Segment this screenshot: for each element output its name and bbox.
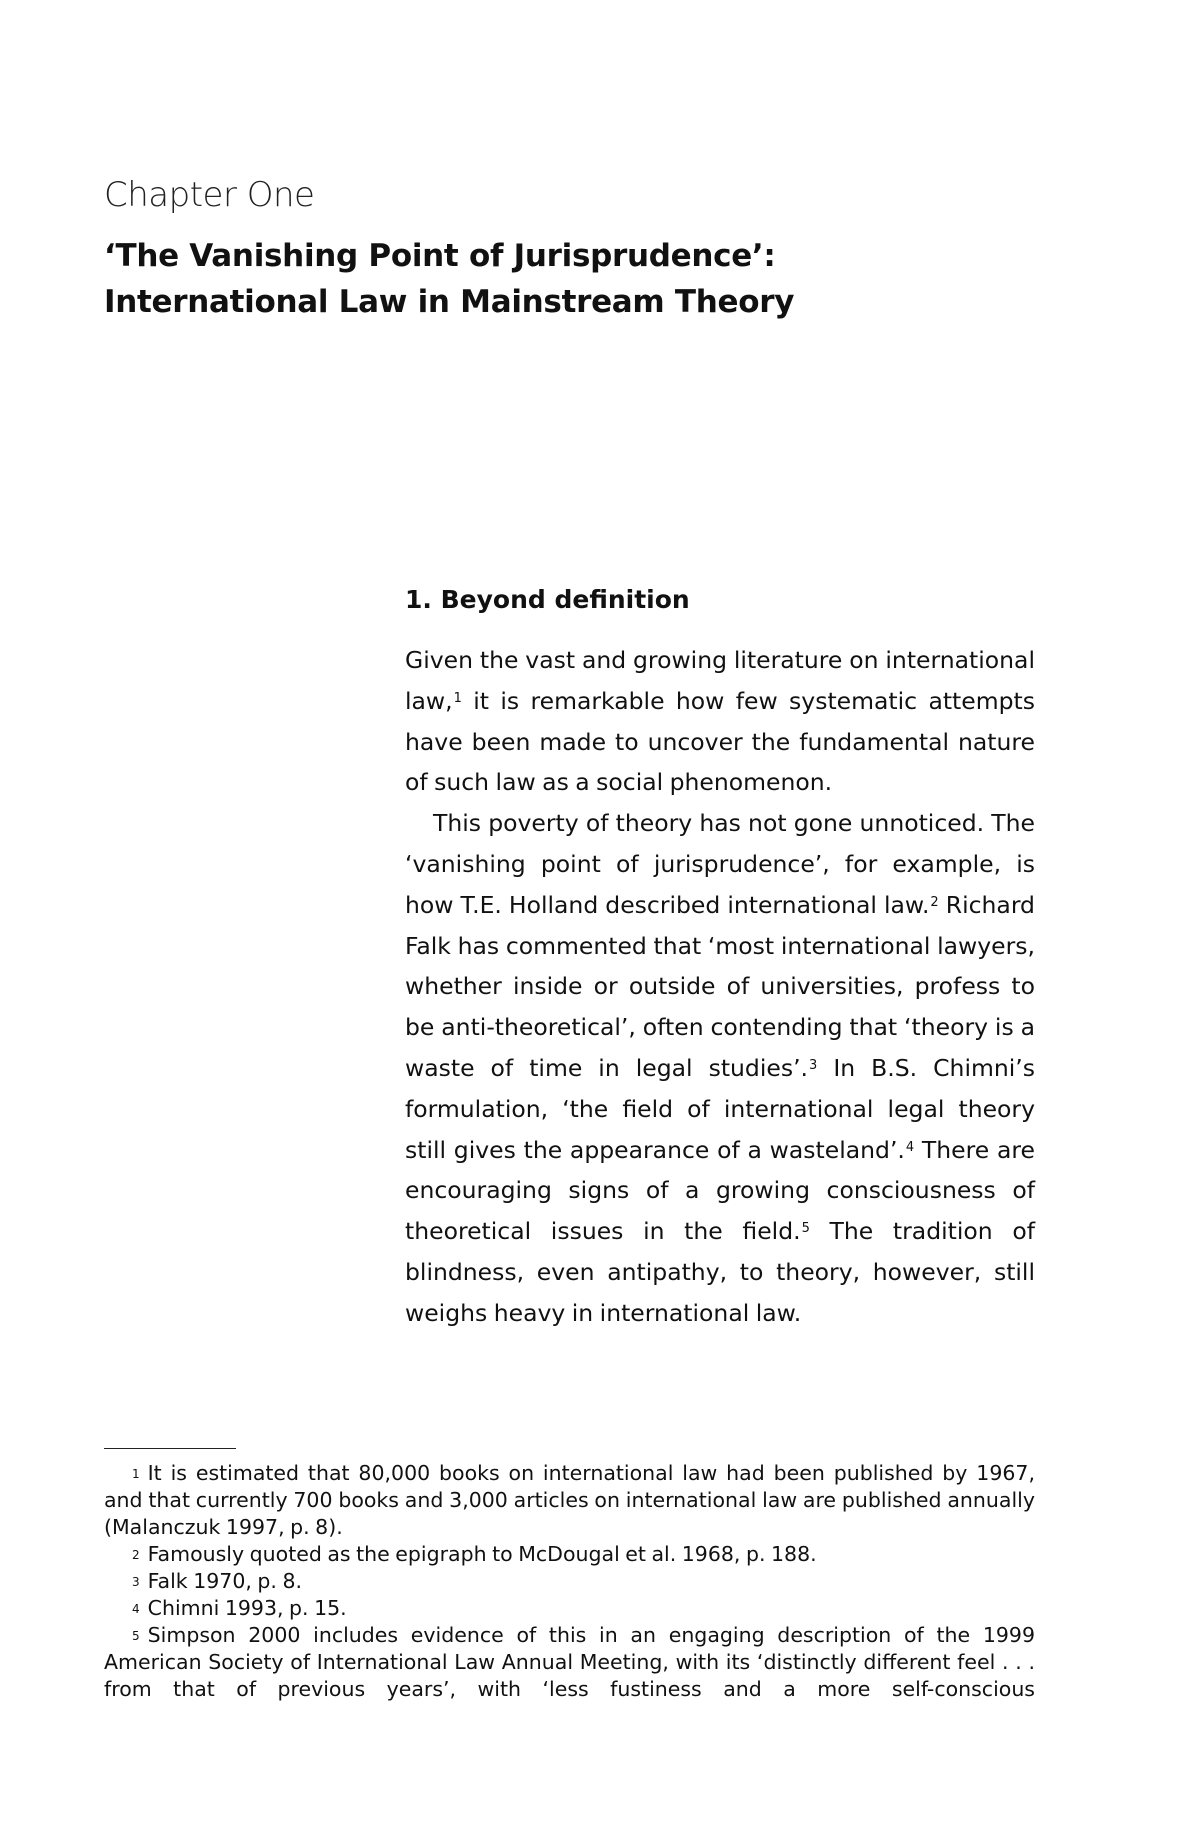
footnote-1-text: It is estimated that 80,000 books on international law had been published by 1967, and that currently 700 books and 3,000 articles on international law are published annually (Malanczuk 1997, p. 8). [104,1461,1035,1539]
paragraph-2-text-e: The tradition of blindness, even antipathy, to theory, however, still weighs heavy in international law. [405,1217,1035,1327]
section-heading: 1. Beyond definition [405,585,690,614]
footnote-rule [104,1448,236,1449]
footnote-4-number: 4 [132,1602,140,1616]
footnote-1-number: 1 [132,1467,140,1481]
paragraph-1-text-a: Given the vast and growing literature on international law, [405,646,1035,715]
footnote-ref-3[interactable]: 3 [809,1057,818,1073]
footnotes [104,1460,1035,1703]
footnote-3-number: 3 [132,1575,140,1589]
chapter-title-line-2: International Law in Mainstream Theory [104,284,795,320]
body-text [405,640,1035,1334]
paragraph-2-text-c: In B.S. Chimni’s formulation, ‘the field of international legal theory still gives the appearance of a wasteland’. [405,1053,1036,1164]
chapter-title-line-1: ‘The Vanishing Point of Jurisprudence’: [104,238,776,274]
footnote-2-number: 2 [132,1548,140,1562]
footnote-1 [104,1460,1035,1541]
paragraph-1 [405,640,1035,803]
footnote-2-text: Famously quoted as the epigraph to McDougal et al. 1968, p. 188. [147,1542,817,1566]
paragraph-2-text-a: This poverty of theory has not gone unnoticed. The ‘vanishing point of jurisprudence’, for example, is how T.E. Holland described international law. [405,809,1035,919]
paragraph-1-text-b: it is remarkable how few systematic attempts have been made to uncover the fundamental nature of such law as a social phenomenon. [405,686,1035,797]
footnote-5-number: 5 [132,1629,140,1643]
chapter-title [104,233,794,325]
chapter-label: Chapter One [104,175,315,215]
paragraph-2-text-b: Richard Falk has commented that ‘most international lawyers, whether inside or outside of universities, profess to be anti-theoretical’, often contending that ‘theory is a waste of time in legal studies’. [405,890,1035,1082]
footnote-ref-4[interactable]: 4 [905,1139,915,1155]
footnote-5-text: Simpson 2000 includes evidence of this in an engaging description of the 1999 American Society of International Law Annual Meeting, with its ‘distinctly different feel . . . from that of previous years’, with ‘less fustiness and a more self-conscious [104,1623,1035,1701]
footnote-5 [104,1622,1035,1703]
footnote-3 [104,1568,1035,1595]
footnote-ref-1[interactable]: 1 [453,690,462,706]
paragraph-2-text-d: There are encouraging signs of a growing consciousness of theoretical issues in the field. [405,1135,1035,1246]
footnote-ref-2[interactable]: 2 [930,894,939,910]
footnote-2 [104,1541,1035,1568]
footnote-ref-5[interactable]: 5 [801,1221,810,1237]
footnote-4-text: Chimni 1993, p. 15. [147,1596,347,1620]
paragraph-2 [405,803,1035,1333]
footnote-4 [104,1595,1035,1622]
footnote-3-text: Falk 1970, p. 8. [147,1569,303,1593]
